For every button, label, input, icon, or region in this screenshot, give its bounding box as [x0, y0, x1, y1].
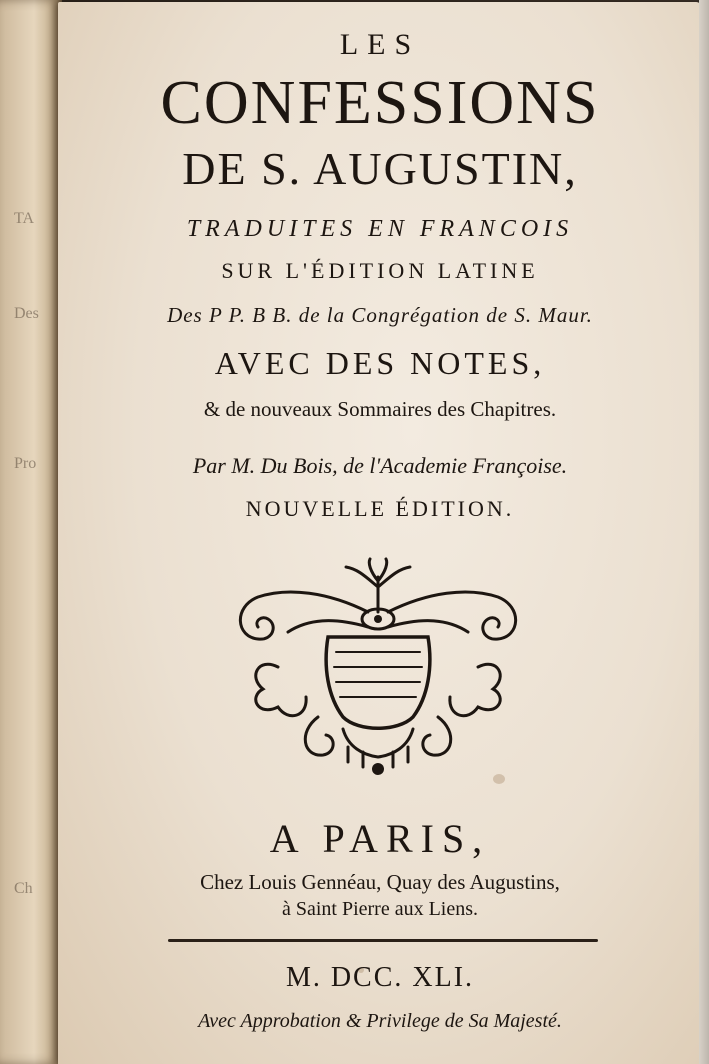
subtitle-sommaires: & de nouveaux Sommaires des Chapitres. [203, 397, 557, 421]
imprint-date: M. DCC. XLI. [285, 962, 475, 993]
subtitle-avec-notes: AVEC DES NOTES, [214, 345, 546, 381]
author-line: Par M. Du Bois, de l'Academie Françoise. [192, 453, 568, 478]
subtitle-congregation: Des P P. B B. de la Congrégation de S. Maur. [167, 303, 593, 327]
title-les: LES [339, 28, 421, 61]
floral-cartouche-vignette-icon [218, 557, 538, 777]
subtitle-sur-edition: SUR L'ÉDITION LATINE [221, 258, 539, 283]
imprint-publisher: Chez Louis Gennéau, Quay des Augustins, [200, 870, 560, 894]
privilege-line: Avec Approbation & Privilege de Sa Majesté. [198, 1010, 562, 1032]
subtitle-traduites: TRADUITES EN FRANCOIS [186, 216, 574, 242]
facing-page-fragment: Des [14, 305, 39, 322]
edition-line: NOUVELLE ÉDITION. [245, 496, 515, 521]
imprint-address: à Saint Pierre aux Liens. [281, 898, 479, 920]
title-de-augustin: DE S. AUGUSTIN, [182, 143, 578, 194]
title-confessions: CONFESSIONS [160, 69, 600, 137]
imprint-city: A PARIS, [269, 816, 491, 861]
facing-page-fragment: TA [14, 210, 35, 227]
facing-page-fragment: Ch [14, 880, 33, 897]
divider-rule [168, 939, 598, 942]
facing-page-fragment: Pro [14, 455, 37, 472]
facing-page [0, 0, 62, 1064]
title-page [58, 2, 702, 1064]
background-edge [699, 0, 709, 1064]
